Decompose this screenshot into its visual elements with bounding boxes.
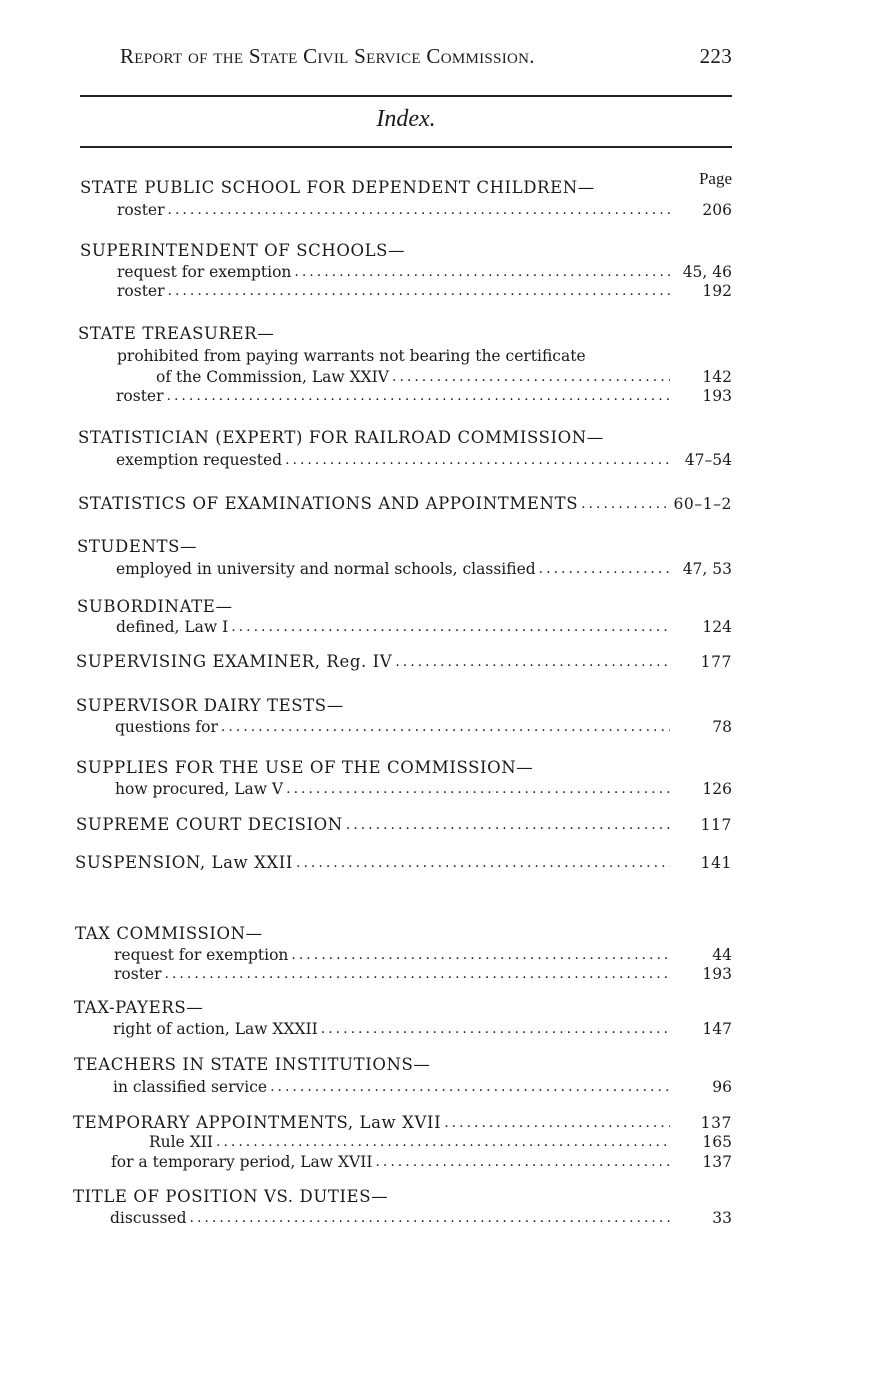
index-heading: STATE PUBLIC SCHOOL FOR DEPENDENT CHILDREN—: [80, 178, 595, 197]
page-ref: 60–1–2: [673, 495, 732, 513]
index-subentry: request for exemption ..... 44: [114, 945, 732, 965]
index-heading: STATISTICS OF EXAMINATIONS AND APPOINTMENTS ..... 60–1–2: [78, 494, 732, 514]
page-ref: 193: [702, 965, 732, 983]
index-subentry: how procured, Law V ..... 126: [115, 779, 732, 799]
index-heading: SUPERVISOR DAIRY TESTS—: [76, 696, 344, 715]
page-ref: 124: [702, 618, 732, 636]
index-heading: SUPERVISING EXAMINER, Reg. IV ..... 177: [76, 652, 732, 672]
page-ref: 142: [702, 368, 732, 386]
page-ref: 45, 46: [682, 263, 732, 281]
index-subentry: employed in university and normal schools, classified ..... 47, 53: [116, 559, 732, 579]
index-subentry: in classified service ..... 96: [113, 1077, 732, 1097]
index-heading: STUDENTS—: [77, 537, 198, 556]
index-heading: STATISTICIAN (EXPERT) FOR RAILROAD COMMISSION—: [78, 428, 604, 447]
index-subentry: right of action, Law XXXII ..... 147: [113, 1019, 732, 1039]
page-ref: 137: [700, 1114, 732, 1132]
index-subentry: defined, Law I ..... 124: [116, 617, 732, 637]
index-heading: SUPPLIES FOR THE USE OF THE COMMISSION—: [76, 758, 534, 777]
index-heading: TAX COMMISSION—: [75, 924, 263, 943]
page-ref: 206: [702, 201, 732, 219]
index-subentry: roster ..... 192: [117, 281, 732, 301]
index-heading: SUPREME COURT DECISION ..... 117: [76, 815, 732, 835]
index-heading: TITLE OF POSITION VS. DUTIES—: [73, 1187, 389, 1206]
index-heading: SUBORDINATE—: [77, 597, 233, 616]
index-heading: TEMPORARY APPOINTMENTS, Law XVII ..... 137: [73, 1113, 732, 1133]
index-subentry: questions for ..... 78: [115, 717, 732, 737]
page-ref: 192: [702, 282, 732, 300]
index-subentry: prohibited from paying warrants not bearing the certificate: [117, 347, 586, 365]
index-subentry: Rule XII ..... 165: [149, 1132, 732, 1152]
index-heading: SUPERINTENDENT OF SCHOOLS—: [80, 241, 406, 260]
page-ref: 44: [712, 946, 732, 964]
page-ref: 117: [700, 816, 732, 834]
page-ref: 47–54: [684, 451, 732, 469]
index-heading: SUSPENSION, Law XXII ..... 141: [75, 853, 732, 873]
page-ref: 165: [702, 1133, 732, 1151]
index-heading: TAX-PAYERS—: [74, 998, 204, 1017]
page-ref: 177: [700, 653, 732, 671]
page-ref: 137: [702, 1153, 732, 1171]
top-rule: [80, 95, 732, 97]
index-subentry: request for exemption ..... 45, 46: [117, 262, 732, 282]
page-ref: 126: [702, 780, 732, 798]
page-ref: 193: [702, 387, 732, 405]
running-head: [120, 44, 732, 72]
page-number: 223: [699, 44, 732, 68]
page-ref: 141: [700, 854, 732, 872]
page-ref: 96: [712, 1078, 732, 1096]
index-subentry: for a temporary period, Law XVII ..... 137: [111, 1152, 732, 1172]
running-head-title: Report of the State Civil Service Commission.: [120, 44, 535, 68]
index-heading: TEACHERS IN STATE INSTITUTIONS—: [74, 1055, 431, 1074]
page-ref: 78: [712, 718, 732, 736]
index-title: Index.: [376, 106, 436, 132]
index-subentry: roster ..... 193: [116, 386, 732, 406]
page-column-label: Page: [698, 169, 732, 188]
index-subentry: roster ..... 193: [114, 964, 732, 984]
index-subentry: discussed ..... 33: [110, 1208, 732, 1228]
index-subentry: roster ..... 206: [117, 200, 732, 220]
index-heading: STATE TREASURER—: [78, 324, 275, 343]
page-ref: 33: [712, 1209, 732, 1227]
index-subentry: exemption requested ..... 47–54: [116, 450, 732, 470]
index-subentry: of the Commission, Law XXIV ..... 142: [156, 367, 732, 387]
page-ref: 147: [702, 1020, 732, 1038]
page-ref: 47, 53: [682, 560, 732, 578]
bottom-rule: [80, 146, 732, 148]
